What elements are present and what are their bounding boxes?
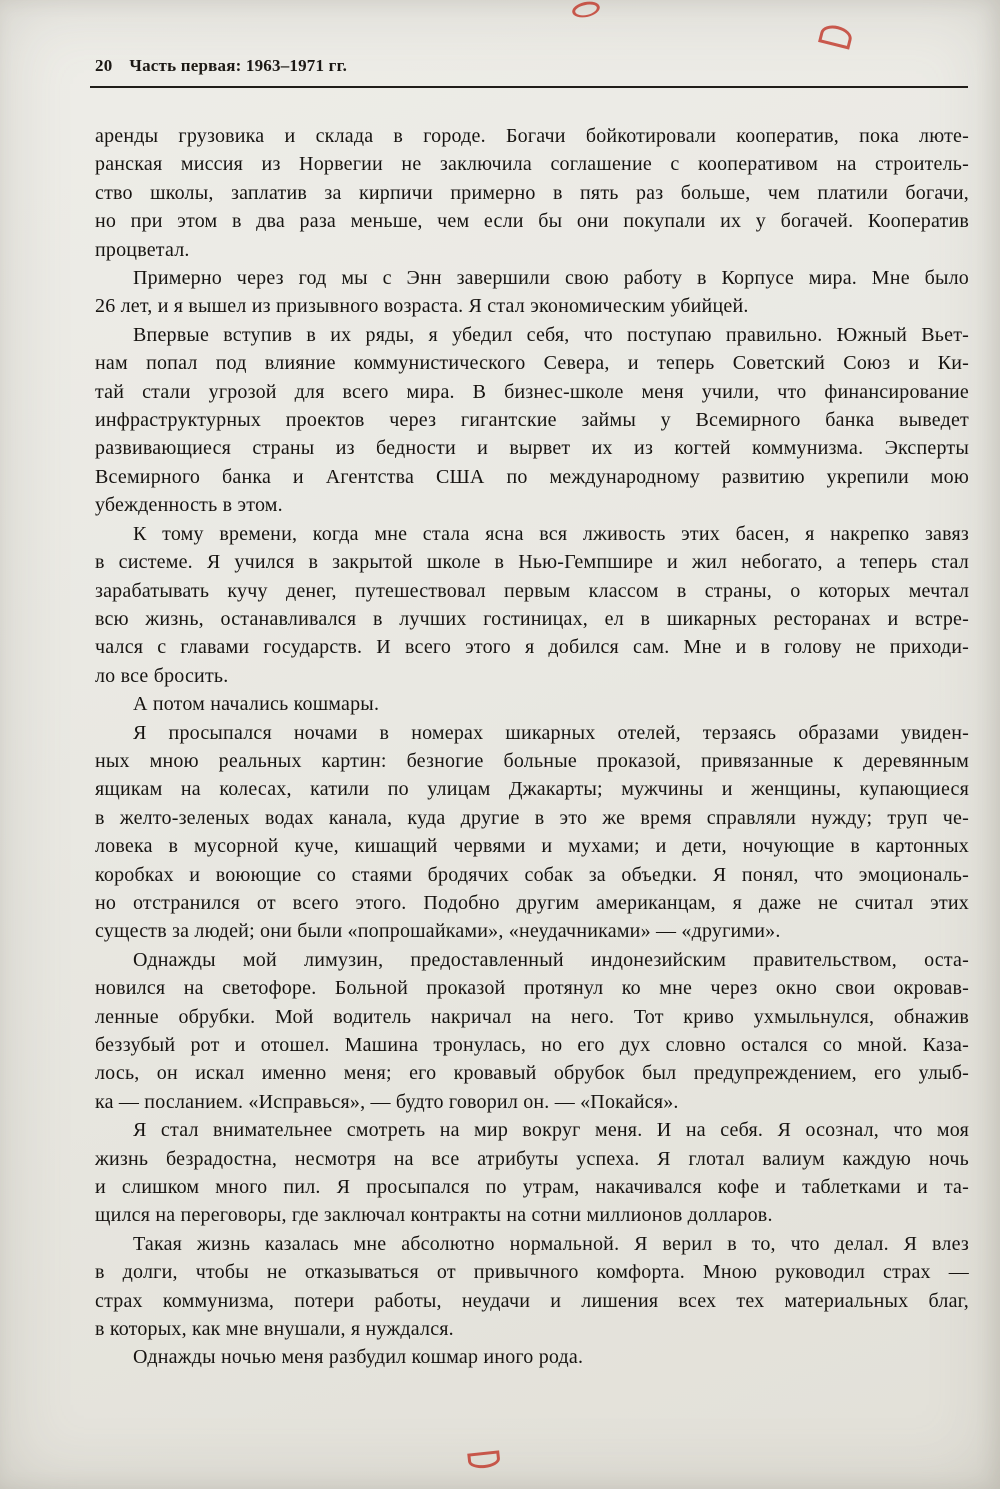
text-line: новился на светофоре. Больной проказой протянул ко мне через окно свои окровав- [95,977,969,1000]
text-line: ка — посланием. «Исправься», — будто говорил он. — «Покайся». [95,1090,679,1113]
text-line: лось, он искал именно меня; его кровавый обрубок был предупреждением, его улыб- [95,1062,969,1085]
text-line: К тому времени, когда мне стала ясна вся лживость этих басен, я накрепко завяз [133,522,969,545]
text-line: в долги, чтобы не отказываться от привычного комфорта. Мною руководил страх — [95,1261,969,1284]
text-line: нам попал под влияние коммунистического Севера, и теперь Советский Союз и Ки- [95,352,969,375]
text-line: ло все бросить. [95,664,229,687]
text-line: но при этом в два раза меньше, чем если бы они покупали их у богачей. Кооператив [95,210,969,233]
paragraph [95,264,969,321]
red-ink-mark-corner [818,22,854,49]
text-line: Всемирного банка и Агентства США по международному развитию укрепили мою [95,465,969,488]
text-line: тай стали угрозой для всего мира. В бизнес-школе меня учили, что финансирование [95,380,969,403]
text-line: чался с главами государств. И всего этого я добился сам. Мне и в голову не приходи- [95,636,969,659]
paragraph [95,1116,969,1230]
paragraph [95,1230,969,1344]
text-line: Впервые вступив в их ряды, я убедил себя, что поступаю правильно. Южный Вьет- [133,323,969,346]
paragraph [95,1343,969,1371]
paragraph [95,946,969,1116]
body-text [95,122,969,1372]
text-line: существ за людей; они были «попрошайками», «неудачниками» — «другими». [95,920,781,943]
paragraph [95,122,969,264]
text-line: но отстранился от всего этого. Подобно другим американцам, я даже не считал этих [95,891,969,914]
text-line: инфраструктурных проектов через гигантские займы у Всемирного банка выведет [95,409,969,432]
text-line: щился на переговоры, где заключал контракты на сотни миллионов долларов. [95,1204,773,1227]
paragraph [95,321,969,520]
text-line: процветал. [95,238,190,261]
running-header [95,56,347,76]
text-line: А потом начались кошмары. [133,693,380,716]
text-line: ящикам на колесах, катили по улицам Джакарты; мужчины и женщины, купающиеся [95,778,969,801]
text-line: ленные обрубки. Мой водитель накричал на него. Тот криво ухмыльнулся, обнажив [95,1005,969,1028]
text-line: страх коммунизма, потери работы, неудачи и лишения всех тех материальных благ, [95,1289,969,1312]
text-line: Я стал внимательнее смотреть на мир вокруг меня. И на себя. Я осознал, что моя [133,1119,969,1142]
text-line: ных мною реальных картин: безногие больные проказой, привязанные к деревянным [95,749,969,772]
text-line: в системе. Я учился в закрытой школе в Нью-Гемпшире и жил небогато, а теперь стал [95,551,969,574]
text-line: Однажды мой лимузин, предоставленный индонезийским правительством, оста- [133,948,969,971]
text-line: зарабатывать кучу денег, путешествовал первым классом в страны, о которых мечтал [95,579,969,602]
text-line: развивающиеся страны из бедности и вырвет их из когтей коммунизма. Эксперты [95,437,969,460]
text-line: в которых, как мне внушали, я нуждался. [95,1318,454,1341]
text-line: в желто-зеленых водах канала, куда другие в это же время справляли нужду; труп че- [95,806,969,829]
text-line: ство школы, заплатив за кирпичи примерно в пять раз больше, чем платили богачи, [95,181,969,204]
text-line: Примерно через год мы с Энн завершили свою работу в Корпусе мира. Мне было [133,267,969,290]
paragraph [95,719,969,946]
text-line: аренды грузовика и склада в городе. Богачи бойкотировали кооператив, пока люте- [95,125,969,147]
red-ink-mark-bottom [467,1450,500,1469]
text-line: жизнь безрадостна, несмотря на все атрибуты успеха. Я глотал валиум каждую ночь [95,1147,969,1170]
text-line: и слишком много пил. Я просыпался по утрам, накачивался кофе и таблетками и та- [95,1176,969,1199]
text-line: Однажды ночью меня разбудил кошмар иного рода. [133,1346,584,1369]
text-line: 26 лет, и я вышел из призывного возраста. Я стал экономическим убийцей. [95,295,749,318]
page-number: 20 [95,56,113,75]
paragraph [95,520,969,690]
text-line: убежденность в этом. [95,494,283,517]
text-line: ранская миссия из Норвегии не заключила соглашение с кооперативом на строитель- [95,153,969,176]
text-line: коробках и воюющие со стаями бродячих собак за объедки. Я понял, что эмоциональ- [95,863,969,886]
red-ink-mark-top [571,0,602,20]
header-rule [90,86,968,88]
text-line: беззубый рот и отошел. Машина тронулась, но его дух словно остался со мной. Каза- [95,1034,969,1056]
paragraph [95,690,969,718]
text-line: всю жизнь, останавливался в лучших гостиницах, ел в шикарных ресторанах и встре- [95,607,969,630]
text-line: ловека в мусорной куче, кишащий червями и мухами; и дети, ночующие в картонных [95,835,969,858]
text-line: Такая жизнь казалась мне абсолютно нормальной. Я верил в то, что делал. Я влез [133,1232,969,1255]
running-header-title: Часть первая: 1963–1971 гг. [129,56,348,75]
text-line: Я просыпался ночами в номерах шикарных отелей, терзаясь образами увиден- [133,721,969,744]
